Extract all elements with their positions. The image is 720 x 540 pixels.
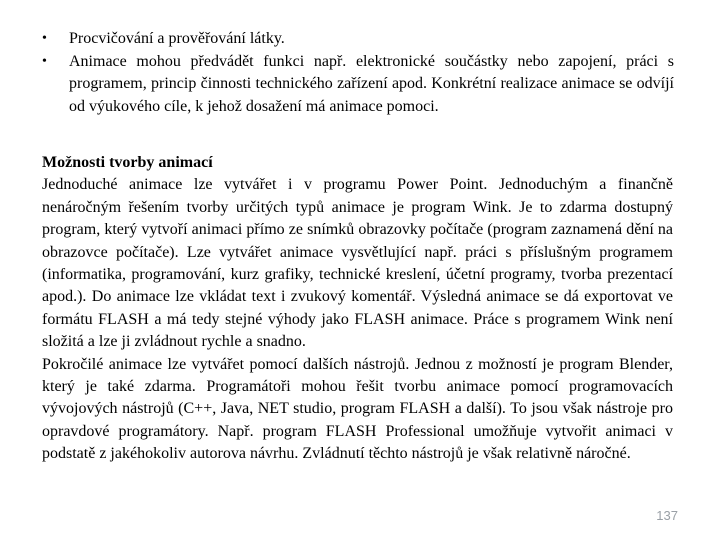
page-number: 137	[656, 508, 678, 523]
bullet-list	[42, 28, 674, 118]
paragraph: Pokročilé animace lze vytvářet pomocí dalších nástrojů. Jednou z možností je program Blender, který je také zdarma. Programátoři mohou řešit tvorbu animace pomocí programovacích vývojových nástrojů (C++, Java, NET studio, program FLASH a další). To jsou však nástroje pro opravdové programátory. Např. program FLASH Professional umožňuje vytvořit animaci v podstatě z jakéhokoliv autorova návrhu. Zvládnutí těchto nástrojů je však relativně náročné.	[42, 355, 673, 463]
bullet-item	[42, 51, 674, 119]
bullet-text: Animace mohou předvádět funkci např. elektronické součástky nebo zapojení, práci s programem, princip činnosti technického zařízení apod. Konkrétní realizace animace se odvíjí od výukového cíle, k jehož dosažení má animace pomoci.	[69, 52, 674, 115]
bullet-marker: •	[42, 31, 47, 46]
paragraph: Jednoduché animace lze vytvářet i v programu Power Point. Jednoduchým a finančně nenáročným řešením tvorby určitých typů animace je program Wink. Je to zdarma dostupný program, který vytvoří animaci přímo ze snímků obrazovky počítače (program zaznamená dění na obrazovce počítače). Lze vytvářet animace vysvětlující např. práci s příslušným programem (informatika, programování, kurz grafiky, technické kreslení, účetní programy, tvorba prezentací apod.). Do animace lze vkládat text i zvukový komentář. Výsledná animace se dá exportovat ve formátu FLASH a má tedy stejné výhody jako FLASH animace. Práce s programem Wink není složitá a lze ji zvládnout rychle a snadno.	[42, 176, 673, 351]
bullet-text: Procvičování a prověřování látky.	[69, 30, 285, 47]
section-body	[42, 152, 673, 466]
bullet-item	[42, 28, 674, 51]
bullet-marker: •	[42, 53, 47, 69]
section-heading: Možnosti tvorby animací	[42, 154, 213, 171]
